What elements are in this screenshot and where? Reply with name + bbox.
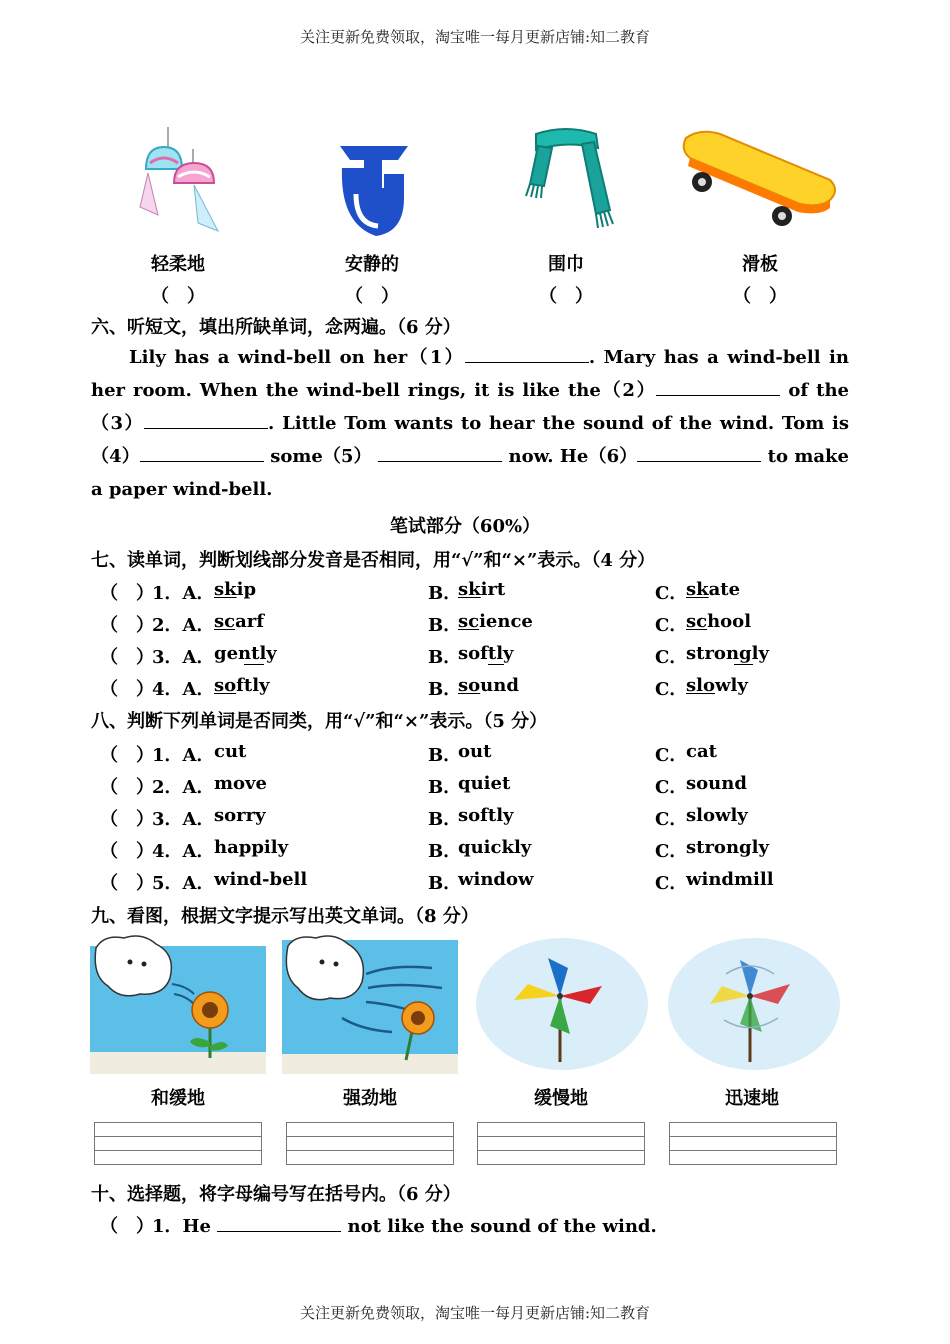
question-number: 5．A． <box>152 873 215 894</box>
option-b: quiet <box>458 773 511 794</box>
option-a: happily <box>214 837 289 858</box>
section9-title: 九、看图，根据文字提示写出英文单词。（8 分） <box>91 906 479 927</box>
option-label: C． <box>655 745 688 766</box>
option-label: C． <box>655 841 688 862</box>
answer-paren[interactable]: （ ） <box>100 873 154 894</box>
question-number: 1．A． <box>152 583 215 604</box>
option-label: B． <box>428 809 462 830</box>
s8-row-2 <box>0 773 950 805</box>
question-number: 1．A． <box>152 745 215 766</box>
question-number: 2．A． <box>152 777 215 798</box>
answer-paren[interactable]: （ ） <box>100 1216 154 1237</box>
word-rest: und <box>480 675 519 696</box>
option-b: out <box>458 741 492 762</box>
section10-title: 十、选择题，将字母编号写在括号内。（6 分） <box>91 1184 461 1205</box>
s10-question-1 <box>0 1212 950 1244</box>
s7-row-1 <box>0 579 950 611</box>
option-a: move <box>214 773 267 794</box>
option-c: windmill <box>686 869 774 890</box>
option-a: sorry <box>214 805 266 826</box>
option-label: C． <box>655 647 688 668</box>
underlined-part: slo <box>686 675 715 696</box>
underlined-part: so <box>214 675 237 696</box>
option-b: softly <box>458 805 514 826</box>
passage-text: some（5） <box>263 446 372 467</box>
answer-paren[interactable]: （ ） <box>100 615 154 636</box>
strong-wind-flower-icon <box>282 934 458 1074</box>
underline-mark <box>734 664 753 665</box>
picture-caption-1: 和缓地 <box>151 1088 205 1109</box>
wind-bell-icon <box>98 123 258 241</box>
s8-row-4 <box>0 837 950 869</box>
writing-lines-4[interactable] <box>669 1122 837 1164</box>
passage-text: now. He（6） <box>502 446 638 467</box>
picture-caption-3: 缓慢地 <box>534 1088 588 1109</box>
answer-paren[interactable]: （ ） <box>100 841 154 862</box>
word-rest: arf <box>235 611 264 632</box>
passage-text: Little Tom wants to hear the sound of the wind. Tom is（4） <box>91 413 849 467</box>
question-text: not like the sound of the wind. <box>341 1216 657 1237</box>
picture-label-1: 轻柔地 <box>151 254 205 275</box>
section8-title: 八、判断下列单词是否同类，用“√”和“×”表示。（5 分） <box>91 711 548 732</box>
section6-passage <box>91 341 849 506</box>
option-label: B． <box>428 615 462 636</box>
word-rest: ate <box>708 579 741 600</box>
option-label: C． <box>655 777 688 798</box>
s7-row-2 <box>0 611 950 643</box>
blank[interactable] <box>217 1230 341 1232</box>
underline-mark <box>488 664 504 665</box>
option-a: cut <box>214 741 247 762</box>
writing-lines-3[interactable] <box>477 1122 645 1164</box>
passage-text: Lily has a wind-bell on her（1） <box>129 347 465 368</box>
page-footer: 关注更新免费领取，淘宝唯一每月更新店铺:知二教育 <box>299 1304 651 1322</box>
word-rest: wly <box>714 675 748 696</box>
underlined-part: sc <box>214 611 236 632</box>
s8-row-3 <box>0 805 950 837</box>
picture-label-2: 安静的 <box>345 254 399 275</box>
gentle-wind-flower-icon <box>90 934 266 1074</box>
answer-paren-4[interactable]: （ ） <box>733 286 787 307</box>
blank-1[interactable] <box>465 361 589 363</box>
option-c: strongly <box>686 837 769 858</box>
section6-title: 六、听短文，填出所缺单词，念两遍。（6 分） <box>91 317 461 338</box>
option-label: B． <box>428 647 462 668</box>
picture-label-3: 围巾 <box>548 254 584 275</box>
s8-row-1 <box>0 741 950 773</box>
underlined-part: sc <box>686 611 708 632</box>
fast-pinwheel-icon <box>666 934 842 1074</box>
underlined-part: sk <box>686 579 709 600</box>
word-rest: irt <box>480 579 506 600</box>
answer-paren[interactable]: （ ） <box>100 809 154 830</box>
blank-5[interactable] <box>378 460 502 462</box>
option-label: B． <box>428 679 462 700</box>
s7-row-3 <box>0 643 950 675</box>
skateboard-icon <box>680 124 840 232</box>
question-number: 4．A． <box>152 679 215 700</box>
scarf-icon <box>486 124 646 238</box>
word-with-underline: gently <box>214 643 277 664</box>
blank-2[interactable] <box>656 394 780 396</box>
page-header: 关注更新免费领取，淘宝唯一每月更新店铺:知二教育 <box>299 28 651 46</box>
word-with-underline: strongly <box>686 643 769 664</box>
passage-text: of the（3） <box>91 380 849 434</box>
slow-pinwheel-icon <box>474 934 650 1074</box>
option-label: C． <box>655 809 688 830</box>
passage-text: When the wind-bell rings, it is like the（2） <box>199 380 657 401</box>
option-b: window <box>458 869 534 890</box>
word-rest: ip <box>236 579 257 600</box>
option-label: B． <box>428 777 462 798</box>
option-label: C． <box>655 873 688 894</box>
answer-paren-1[interactable]: （ ） <box>151 286 205 307</box>
option-c: slowly <box>686 805 748 826</box>
option-c: sound <box>686 773 747 794</box>
option-label: B． <box>428 583 462 604</box>
question-number: 3．A． <box>152 809 215 830</box>
blank-6[interactable] <box>637 460 761 462</box>
answer-paren[interactable]: （ ） <box>100 647 154 668</box>
word-rest: ience <box>479 611 533 632</box>
question-number: 4．A． <box>152 841 215 862</box>
underline-mark <box>244 664 264 665</box>
answer-paren-3[interactable]: （ ） <box>539 286 593 307</box>
underlined-part: sk <box>458 579 481 600</box>
option-label: B． <box>428 841 462 862</box>
option-label: C． <box>655 583 688 604</box>
passage-text: . Mary has a wind-bell in her room. <box>91 347 849 401</box>
quiet-gesture-icon <box>292 128 452 240</box>
blank-3[interactable] <box>144 427 268 429</box>
word-with-underline: softly <box>458 643 514 664</box>
word-rest: hool <box>707 611 752 632</box>
word-rest: ftly <box>236 675 270 696</box>
answer-paren[interactable]: （ ） <box>100 679 154 700</box>
blank-4[interactable] <box>140 460 264 462</box>
option-label: C． <box>655 679 688 700</box>
answer-paren-2[interactable]: （ ） <box>345 286 399 307</box>
underlined-part: sc <box>458 611 480 632</box>
option-b: quickly <box>458 837 532 858</box>
question-number: 3．A． <box>152 647 215 668</box>
question-number: 2．A． <box>152 615 215 636</box>
option-c: cat <box>686 741 717 762</box>
writing-lines-2[interactable] <box>286 1122 454 1164</box>
s8-row-5 <box>0 869 950 901</box>
answer-paren[interactable]: （ ） <box>100 583 154 604</box>
section7-title: 七、读单词，判断划线部分发音是否相同，用“√”和“×”表示。（4 分） <box>91 550 656 571</box>
writing-lines-1[interactable] <box>94 1122 262 1164</box>
option-a: wind-bell <box>214 869 308 890</box>
s7-row-4 <box>0 675 950 707</box>
option-label: B． <box>428 873 462 894</box>
answer-paren[interactable]: （ ） <box>100 777 154 798</box>
option-label: B． <box>428 745 462 766</box>
picture-caption-4: 迅速地 <box>725 1088 779 1109</box>
passage-text: to make a paper wind-bell. <box>91 446 849 500</box>
option-label: C． <box>655 615 688 636</box>
underlined-part: so <box>458 675 481 696</box>
picture-label-4: 滑板 <box>742 254 778 275</box>
answer-paren[interactable]: （ ） <box>100 745 154 766</box>
written-part-title: 笔试部分（60%） <box>389 516 541 537</box>
passage-text: . <box>268 413 275 434</box>
picture-caption-2: 强劲地 <box>343 1088 397 1109</box>
underlined-part: sk <box>214 579 237 600</box>
question-text: 1．He <box>152 1216 211 1237</box>
